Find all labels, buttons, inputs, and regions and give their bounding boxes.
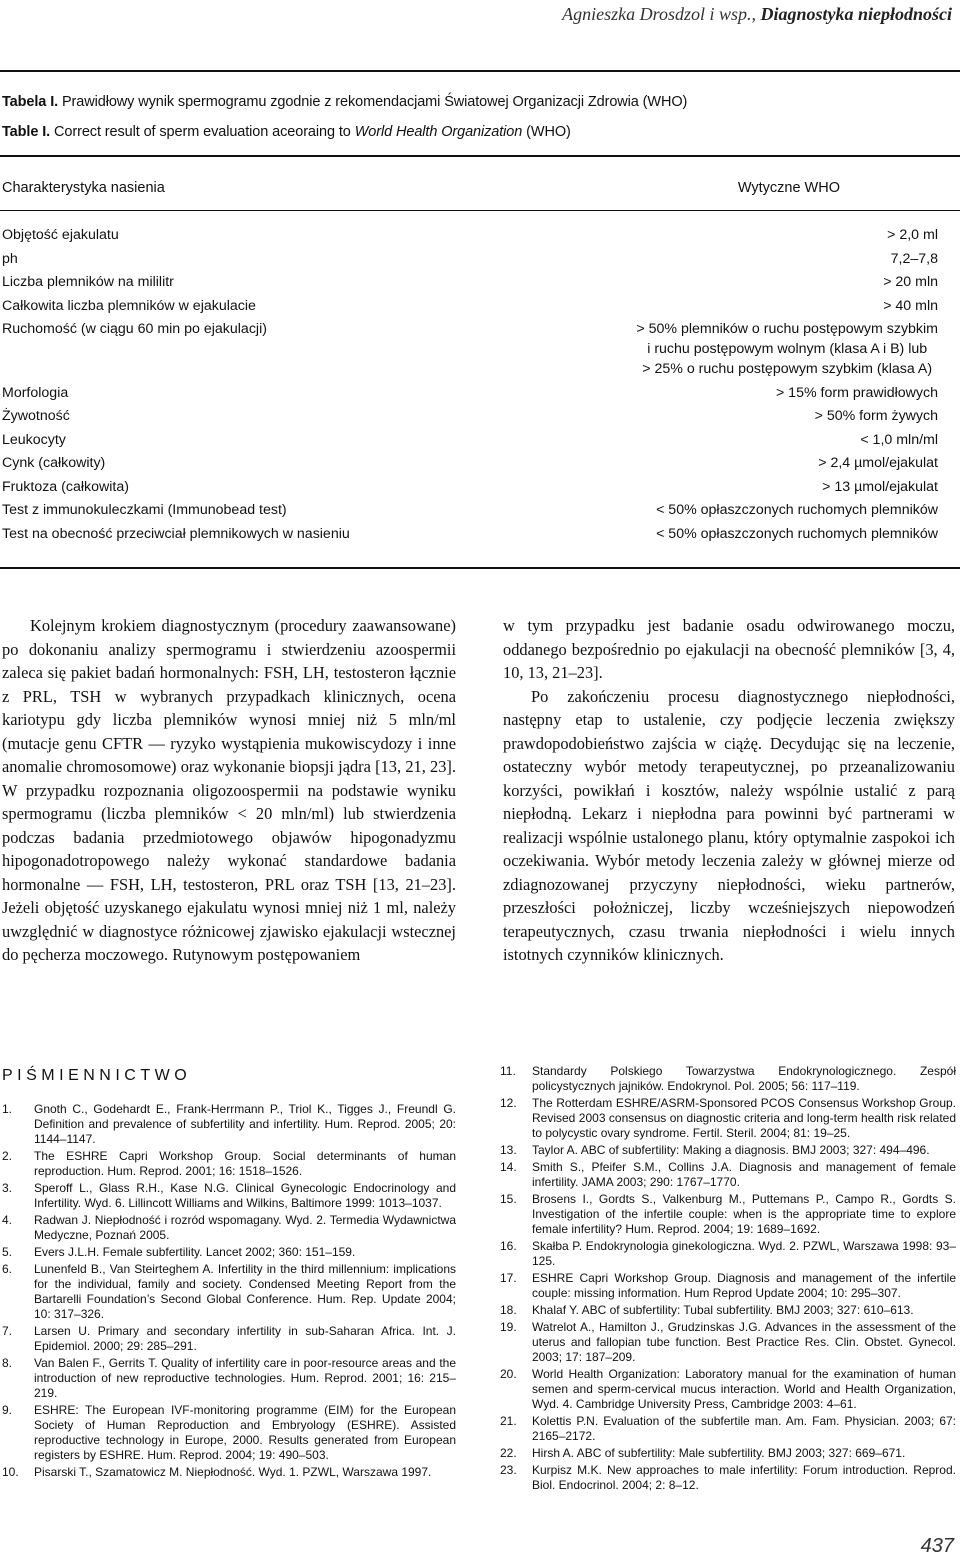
reference-number: 5. bbox=[2, 1245, 13, 1259]
body-right-column bbox=[503, 614, 955, 967]
table-row bbox=[0, 272, 960, 296]
table-row-value-line: 7,2–7,8 bbox=[890, 250, 938, 267]
table-row-value bbox=[636, 319, 938, 379]
reference-number: 11. bbox=[500, 1064, 516, 1078]
reference-text: ESHRE: The European IVF-monitoring programme (EIM) for the European Society of Human Reproduction and Embryology (ESHRE). Assisted reproductive technology in Europe, 2000. Results generated from European registers by ESHRE. Hum. Reprod. 2004; 19: 490–503. bbox=[34, 1403, 456, 1462]
reference-text: The Rotterdam ESHRE/ASRM-Sponsored PCOS Consensus Workshop Group. Revised 2003 consensus on diagnostic criteria and long-term health risk related to polycystic ovary syndrome. Fertil. Steril. 2004; 81: 19–25. bbox=[532, 1096, 956, 1140]
reference-item bbox=[500, 1367, 956, 1412]
reference-number: 17. bbox=[500, 1271, 517, 1285]
references-heading: PIŚMIENNICTWO bbox=[2, 1067, 192, 1084]
table-row-label: Fruktoza (całkowita) bbox=[2, 478, 129, 495]
table-row bbox=[0, 477, 960, 501]
reference-number: 16. bbox=[500, 1239, 517, 1253]
table-row-value-line: > 2,0 ml bbox=[887, 227, 938, 243]
table-row-value bbox=[656, 500, 938, 520]
table-header-who: Wytyczne WHO bbox=[737, 180, 840, 196]
table-row-value-line: > 13 µmol/ejakulat bbox=[822, 478, 938, 495]
reference-text: Gnoth C., Godehardt E., Frank-Herrmann P., Triol K., Tigges J., Freundl G. Definition and prevalence of subfertility and infertility. Hum. Reprod. 2005; 20: 1144–1147. bbox=[34, 1102, 456, 1146]
table-row bbox=[0, 319, 960, 383]
table-row bbox=[0, 524, 960, 548]
reference-item bbox=[500, 1064, 956, 1094]
reference-number: 18. bbox=[500, 1303, 517, 1317]
reference-item bbox=[2, 1262, 456, 1322]
header-title: Diagnostyka niepłodności bbox=[760, 4, 952, 24]
table-row bbox=[0, 453, 960, 477]
reference-item bbox=[500, 1160, 956, 1190]
reference-text: Speroff L., Glass R.H., Kase N.G. Clinical Gynecologic Endocrinology and Infertility. Wyd. 6. Lillincott Williams and Wilkins, Baltimore 1999: 1013–1037. bbox=[34, 1181, 456, 1210]
table-caption-pl-label: Tabela I. bbox=[2, 94, 59, 110]
table-bottom-rule bbox=[0, 567, 960, 569]
table-row-value-line: < 1,0 mln/ml bbox=[860, 431, 938, 448]
table-row bbox=[0, 296, 960, 320]
table-row-value-line: > 20 mln bbox=[883, 274, 938, 290]
body-left-paragraph: Kolejnym krokiem diagnostycznym (procedury zaawansowane) po dokonaniu analizy spermogramu i stwierdzeniu azoospermii zaleca się pakiet badań hormonalnych: FSH, LH, testosteron łącznie z PRL, TSH w wybranych przypadkach klinicznych, ocena kariotypu gdy liczba plemników wynosi mniej niż 5 mln/ml (mutacje genu CFTR — ryzyko wystąpienia mukowiscydozy i inne anomalie chromosomowe) oraz wykonanie biopsji jądra [13, 21, 23]. W przypadku rozpoznania oligozoospermii na podstawie wyniku spermogramu (liczba plemników < 20 mln/ml) lub stwierdzenia podczas badania przedmiotowego objawów hipogonadyzmu hipogonadotropowego należy wykonać standardowe badania hormonalne — FSH, LH, testosteron, PRL oraz TSH [13, 21–23]. Jeżeli objętość uzyskanego ejakulatu wynosi mniej niż 1 ml, należy uwzględnić w diagnostyce różnicowej zjawisko ejakulacji wstecznej do pęcherza moczowego. Rutynowym postępowaniem bbox=[2, 616, 456, 964]
table-row-value-line: > 15% form prawidłowych bbox=[775, 384, 938, 401]
reference-number: 3. bbox=[2, 1181, 13, 1195]
table-caption-en bbox=[2, 124, 571, 140]
reference-item bbox=[2, 1465, 456, 1480]
reference-text: Skałba P. Endokrynologia ginekologiczna. Wyd. 2. PZWL, Warszawa 1998: 93–125. bbox=[532, 1239, 956, 1268]
table-row-label: Cynk (całkowity) bbox=[2, 455, 106, 471]
reference-text: Hirsh A. ABC of subfertility: Male subfertility. BMJ 2003; 327: 669–671. bbox=[532, 1446, 906, 1460]
reference-number: 22. bbox=[500, 1446, 517, 1460]
table-row-value-line: > 50% plemników o ruchu postępowym szybkim bbox=[636, 321, 938, 337]
reference-number: 2. bbox=[2, 1149, 13, 1163]
table-row bbox=[0, 430, 960, 454]
reference-text: The ESHRE Capri Workshop Group. Social determinants of human reproduction. Hum. Reprod. 2001; 16: 1518–1526. bbox=[34, 1149, 456, 1178]
table-row-label: Morfologia bbox=[2, 384, 69, 401]
table-row-value bbox=[818, 453, 938, 473]
reference-text: Radwan J. Niepłodność i rozród wspomagany. Wyd. 2. Termedia Wydawnictwa Medyczne, Poznań 2005. bbox=[34, 1213, 456, 1242]
body-right-paragraph-1: w tym przypadku jest badanie osadu odwirowanego moczu, oddanego bezpośrednio po ejakulacji na obecność plemników [3, 4, 10, 13, 21–23]. bbox=[503, 616, 955, 682]
reference-text: Evers J.L.H. Female subfertility. Lancet 2002; 360: 151–159. bbox=[34, 1245, 356, 1259]
body-right-paragraph-2: Po zakończeniu procesu diagnostycznego niepłodności, następny etap to ustalenie, czy podjęcie leczenia zwiększy prawdopodobieństwo zajścia w ciążę. Decydując się na leczenie, ostateczny wybór metody terapeutycznej, po przeanalizowaniu korzyści, powikłań i kosztów, należy wspólnie ustalić z parą niepłodną. Lekarz i niepłodna para powinni być partnerami w realizacji wspólnie ustalonego planu, który optymalnie zaspokoi ich oczekiwania. Wybór metody leczenia zależy w głównej mierze od zdiagnozowanej przyczyny niepłodności, wieku partnerów, przeszłości położniczej, liczby wcześniejszych niepowodzeń terapeutycznych, czasu trwania niepłodności i wielu innych istotnych czynników klinicznych. bbox=[503, 686, 955, 964]
reference-item bbox=[2, 1213, 456, 1243]
table-row-value bbox=[822, 477, 938, 497]
page-number: 437 bbox=[920, 1535, 954, 1557]
table-header-rule bbox=[0, 210, 960, 211]
reference-item bbox=[2, 1324, 456, 1354]
table-caption-pl bbox=[2, 94, 687, 110]
reference-text: Watrelot A., Hamilton J., Grudzinskas J.G. Advances in the assessment of the uterus and fallopian tube function. Best Practice Res. Clin. Obstet. Gynecol. 2003; 17: 187–209. bbox=[532, 1320, 956, 1364]
reference-number: 7. bbox=[2, 1324, 13, 1338]
table-row-value bbox=[891, 249, 938, 269]
table-row-value bbox=[776, 383, 938, 403]
table-row-value bbox=[656, 524, 938, 544]
table-body bbox=[0, 225, 960, 547]
reference-item bbox=[2, 1245, 456, 1260]
reference-item bbox=[2, 1149, 456, 1179]
table-row-label: Leukocyty bbox=[2, 431, 66, 448]
header-rule bbox=[0, 70, 960, 72]
table-row-value-line: > 50% form żywych bbox=[814, 408, 938, 424]
reference-item bbox=[500, 1303, 956, 1318]
table-row-value-line: > 2,4 µmol/ejakulat bbox=[818, 455, 938, 471]
reference-number: 15. bbox=[500, 1192, 517, 1206]
reference-number: 21. bbox=[500, 1414, 517, 1428]
table-caption-en-text: Correct result of sperm evaluation aceoraing to bbox=[54, 124, 355, 140]
reference-text: Kurpisz M.K. New approaches to male infertility: Forum introduction. Reprod. Biol. Endocrinol. 2004; 2: 8–12. bbox=[532, 1463, 956, 1492]
reference-text: World Health Organization: Laboratory manual for the examination of human semen and sperm-cervical mucus interaction. World and Health Organization, Wyd. 4. Cambridge University Press, Cambridge 2003: 4–61. bbox=[532, 1367, 956, 1411]
table-row bbox=[0, 406, 960, 430]
table-row-value-line: < 50% opłaszczonych ruchomych plemników bbox=[656, 502, 938, 518]
running-header bbox=[562, 4, 952, 25]
reference-number: 1. bbox=[2, 1102, 13, 1116]
reference-item bbox=[500, 1463, 956, 1493]
reference-number: 13. bbox=[500, 1143, 517, 1157]
reference-text: Larsen U. Primary and secondary infertility in sub-Saharan Africa. Int. J. Epidemiol. 2000; 29: 285–291. bbox=[34, 1324, 456, 1353]
reference-number: 10. bbox=[2, 1465, 19, 1479]
reference-text: Pisarski T., Szamatowicz M. Niepłodność. Wyd. 1. PZWL, Warszawa 1997. bbox=[34, 1465, 432, 1479]
references-left-column bbox=[2, 1102, 456, 1482]
table-row bbox=[0, 383, 960, 407]
reference-item bbox=[500, 1414, 956, 1444]
reference-item bbox=[500, 1096, 956, 1141]
table-row-value bbox=[860, 430, 938, 450]
table-row-label: Liczba plemników na mililitr bbox=[2, 274, 174, 290]
table-caption-en-label: Table I. bbox=[2, 124, 51, 140]
reference-text: Van Balen F., Gerrits T. Quality of infertility care in poor-resource areas and the introduction of new reproductive technologies. Hum. Reprod. 2001; 16: 215–219. bbox=[34, 1356, 456, 1400]
reference-number: 8. bbox=[2, 1356, 13, 1370]
reference-item bbox=[2, 1403, 456, 1463]
body-left-column bbox=[2, 614, 456, 967]
reference-item bbox=[2, 1102, 456, 1147]
table-row-value bbox=[815, 406, 938, 426]
table-row-value bbox=[883, 272, 938, 292]
reference-text: Standardy Polskiego Towarzystwa Endokrynologicznego. Zespół policystycznych jajników. Endokrynol. Pol. 2005; 56: 117–119. bbox=[532, 1064, 956, 1093]
reference-number: 12. bbox=[500, 1096, 517, 1110]
table-top-rule bbox=[0, 155, 960, 157]
table-row-label: Test z immunokuleczkami (Immunobead test) bbox=[2, 502, 287, 518]
table-row-label: Ruchomość (w ciągu 60 min po ejakulacji) bbox=[2, 321, 267, 337]
reference-item bbox=[2, 1181, 456, 1211]
reference-item bbox=[500, 1143, 956, 1158]
table-caption-en-text-end: (WHO) bbox=[522, 124, 571, 140]
table-row bbox=[0, 249, 960, 273]
references-right-column bbox=[500, 1064, 956, 1495]
table-caption-pl-text: Prawidłowy wynik spermogramu zgodnie z rekomendacjami Światowej Organizacji Zdrowia (WHO) bbox=[61, 94, 688, 110]
table-row-value-line: i ruchu postępowym wolnym (klasa A i B) lub bbox=[647, 341, 928, 357]
reference-number: 23. bbox=[500, 1463, 517, 1477]
table-row-value-line: > 25% o ruchu postępowym szybkim (klasa A) bbox=[642, 361, 933, 377]
table-row-value-line: > 40 mln bbox=[883, 297, 938, 314]
reference-item bbox=[500, 1271, 956, 1301]
reference-item bbox=[500, 1239, 956, 1269]
reference-number: 14. bbox=[500, 1160, 517, 1174]
reference-text: Taylor A. ABC of subfertility: Making a diagnosis. BMJ 2003; 327: 494–496. bbox=[532, 1143, 930, 1157]
reference-number: 4. bbox=[2, 1213, 13, 1227]
reference-number: 9. bbox=[2, 1403, 13, 1417]
table-row-label: ph bbox=[2, 250, 18, 267]
table-caption-en-italic: World Health Organization bbox=[354, 124, 523, 140]
header-authors: Agnieszka Drosdzol i wsp., bbox=[562, 4, 756, 24]
reference-item bbox=[2, 1356, 456, 1401]
table-row-label: Test na obecność przeciwciał plemnikowych w nasieniu bbox=[2, 525, 350, 542]
table-row-value bbox=[887, 225, 938, 245]
reference-item bbox=[500, 1320, 956, 1365]
reference-text: Smith S., Pfeifer S.M., Collins J.A. Diagnosis and management of female infertility. JAMA 2003; 290: 1767–1770. bbox=[532, 1160, 956, 1189]
reference-item bbox=[500, 1192, 956, 1237]
reference-item bbox=[500, 1446, 956, 1461]
table-header-characteristic: Charakterystyka nasienia bbox=[2, 180, 165, 196]
reference-text: Kolettis P.N. Evaluation of the subfertile man. Am. Fam. Physician. 2003; 67: 2165–2172. bbox=[532, 1414, 956, 1443]
table-row bbox=[0, 500, 960, 524]
reference-number: 6. bbox=[2, 1262, 13, 1276]
table-row-value-line: < 50% opłaszczonych ruchomych plemników bbox=[656, 525, 938, 542]
reference-text: ESHRE Capri Workshop Group. Diagnosis and management of the infertile couple: missing information. Hum Reprod Update 2004; 10: 295–307. bbox=[532, 1271, 956, 1300]
table-row-label: Żywotność bbox=[2, 408, 70, 424]
reference-text: Khalaf Y. ABC of subfertility: Tubal subfertility. BMJ 2003; 327: 610–613. bbox=[532, 1303, 914, 1317]
table-row-label: Objętość ejakulatu bbox=[2, 227, 119, 243]
reference-number: 19. bbox=[500, 1320, 517, 1334]
table-row bbox=[0, 225, 960, 249]
table-row-value bbox=[883, 296, 938, 316]
reference-text: Brosens I., Gordts S., Valkenburg M., Puttemans P., Campo R., Gordts S. Investigation of the infertile couple: when is the appropriate time to explore female infertility? Hum. Reprod. 2004; 19: 1689–1692. bbox=[532, 1192, 956, 1236]
reference-number: 20. bbox=[500, 1367, 517, 1381]
table-row-label: Całkowita liczba plemników w ejakulacie bbox=[2, 297, 256, 314]
reference-text: Lunenfeld B., Van Steirteghem A. Infertility in the third millennium: implications for the individual, family and society. Condensed Meeting Report from the Bartarelli Foundation’s Second Global Conference. Hum. Rep. Update 2004; 10: 317–326. bbox=[34, 1262, 456, 1321]
